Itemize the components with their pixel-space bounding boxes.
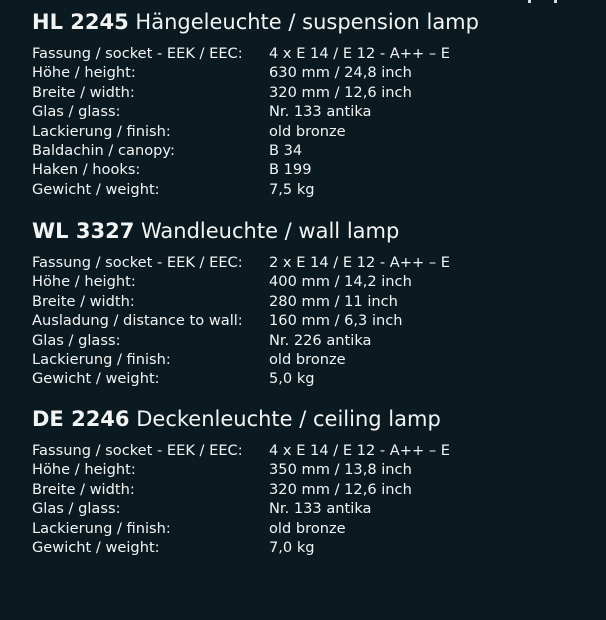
product-name: Deckenleuchte / ceiling lamp <box>136 407 441 431</box>
spec-row <box>32 519 592 538</box>
spec-label: Breite / width: <box>32 292 135 310</box>
spec-row <box>32 499 592 518</box>
spec-row <box>32 272 592 291</box>
spec-value: Nr. 133 antika <box>269 103 372 121</box>
spec-label: Glas / glass: <box>32 103 121 121</box>
product-section-hl-2245 <box>32 10 592 199</box>
spec-list <box>32 441 592 557</box>
spec-label: Lackierung / finish: <box>32 350 171 368</box>
spec-list <box>32 253 592 389</box>
spec-label: Gewicht / weight: <box>32 370 160 388</box>
spec-value: old bronze <box>269 122 346 140</box>
spec-label: Breite / width: <box>32 480 135 498</box>
spec-label: Lackierung / finish: <box>32 519 171 537</box>
product-title <box>32 219 592 243</box>
product-model-number: HL 2245 <box>32 10 129 34</box>
product-section-wl-3327 <box>32 219 592 389</box>
product-name: Wandleuchte / wall lamp <box>141 219 400 243</box>
spec-value: B 199 <box>269 161 312 179</box>
spec-value: 350 mm / 13,8 inch <box>269 461 412 479</box>
spec-label: Gewicht / weight: <box>32 180 160 198</box>
spec-value: Nr. 133 antika <box>269 500 372 518</box>
spec-row <box>32 253 592 272</box>
spec-label: Gewicht / weight: <box>32 538 160 556</box>
spec-row <box>32 369 592 388</box>
spec-value: 5,0 kg <box>269 370 315 388</box>
spec-value: 280 mm / 11 inch <box>269 292 398 310</box>
spec-row <box>32 441 592 460</box>
spec-value: 320 mm / 12,6 inch <box>269 83 412 101</box>
spec-value: 160 mm / 6,3 inch <box>269 312 403 330</box>
spec-row <box>32 350 592 369</box>
spec-row <box>32 180 592 199</box>
spec-label: Glas / glass: <box>32 331 121 349</box>
spec-value: old bronze <box>269 350 346 368</box>
spec-row <box>32 311 592 330</box>
product-title <box>32 10 592 34</box>
spec-list <box>32 44 592 199</box>
spec-label: Höhe / height: <box>32 273 136 291</box>
spec-row <box>32 460 592 479</box>
spec-value: 320 mm / 12,6 inch <box>269 480 412 498</box>
spec-label: Fassung / socket - EEK / EEC: <box>32 45 243 62</box>
spec-label: Ausladung / distance to wall: <box>32 312 243 330</box>
spec-row <box>32 83 592 102</box>
spec-value: 400 mm / 14,2 inch <box>269 273 412 291</box>
spec-label: Höhe / height: <box>32 64 136 82</box>
product-model-number: DE 2246 <box>32 407 130 431</box>
spec-label: Höhe / height: <box>32 461 136 479</box>
spec-label: Fassung / socket - EEK / EEC: <box>32 254 243 271</box>
spec-label: Lackierung / finish: <box>32 122 171 140</box>
spec-label: Haken / hooks: <box>32 161 141 179</box>
spec-label: Breite / width: <box>32 83 135 101</box>
spec-value: B 34 <box>269 141 303 159</box>
spec-row <box>32 102 592 121</box>
spec-label: Fassung / socket - EEK / EEC: <box>32 442 243 459</box>
spec-value: 630 mm / 24,8 inch <box>269 64 412 82</box>
spec-row <box>32 331 592 350</box>
spec-label: Baldachin / canopy: <box>32 141 175 159</box>
product-title <box>32 407 592 431</box>
product-name: Hängeleuchte / suspension lamp <box>135 10 479 34</box>
spec-row <box>32 480 592 499</box>
spec-row <box>32 141 592 160</box>
spec-row <box>32 292 592 311</box>
spec-value: 2 x E 14 / E 12 - A++ – E <box>269 254 451 271</box>
spec-value: 4 x E 14 / E 12 - A++ – E <box>269 442 451 459</box>
spec-row <box>32 122 592 141</box>
top-edge-mark-left <box>528 0 531 3</box>
product-model-number: WL 3327 <box>32 219 135 243</box>
spec-row <box>32 160 592 179</box>
top-edge-mark-right <box>554 0 557 3</box>
spec-value: Nr. 226 antika <box>269 331 372 349</box>
spec-row <box>32 538 592 557</box>
spec-label: Glas / glass: <box>32 500 121 518</box>
spec-value: 4 x E 14 / E 12 - A++ – E <box>269 45 451 62</box>
spec-value: 7,0 kg <box>269 538 315 556</box>
spec-row <box>32 44 592 63</box>
spec-row <box>32 63 592 82</box>
product-section-de-2246 <box>32 407 592 557</box>
spec-value: old bronze <box>269 519 346 537</box>
spec-value: 7,5 kg <box>269 180 315 198</box>
